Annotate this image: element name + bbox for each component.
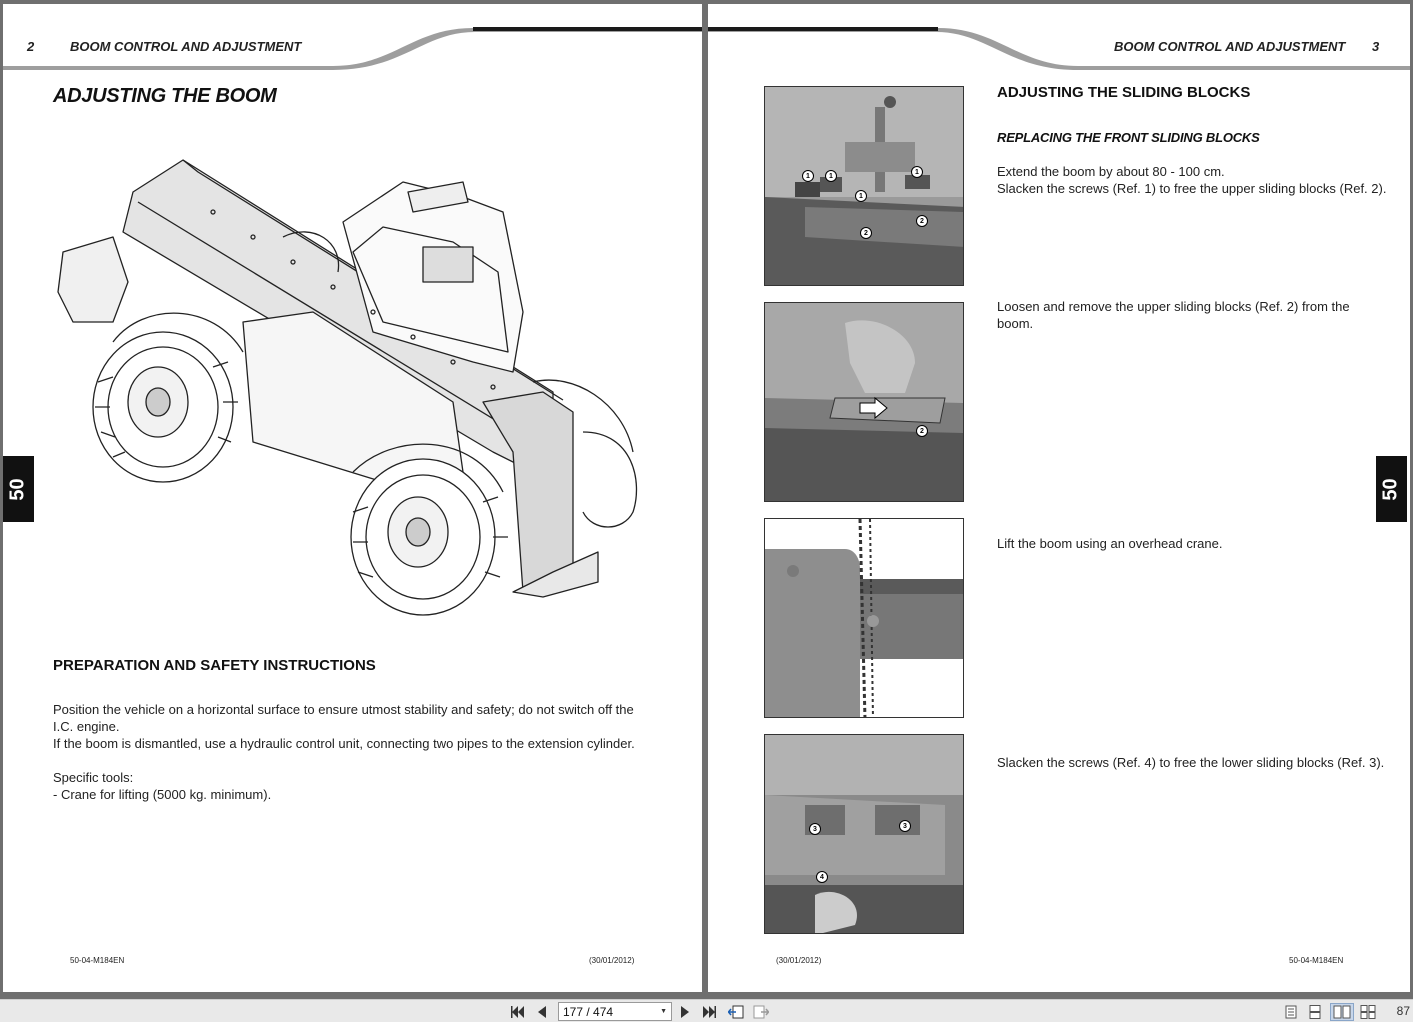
footer-date: (30/01/2012) [589,956,635,965]
forward-view-icon[interactable] [752,1003,770,1021]
header-page-number: 3 [1372,39,1380,54]
section-subheading: REPLACING THE FRONT SLIDING BLOCKS [997,130,1260,145]
zoom-level[interactable]: 87 [1396,1004,1410,1018]
instruction-line-3: If the boom is dismantled, use a hydraulic control unit, connecting two pipes to the extension cylinder. [53,736,635,751]
back-view-icon[interactable] [727,1003,745,1021]
tools-item: - Crane for lifting (5000 kg. minimum). [53,787,272,802]
chapter-tab [1376,456,1407,522]
chapter-tab [3,456,34,522]
callout: 3 [899,820,911,832]
photo-3-image [765,519,964,718]
tools-label: Specific tools: [53,770,134,785]
two-page-icon[interactable] [1330,1003,1354,1021]
callout: 2 [916,215,928,227]
page-indicator: 177 / 474 [563,1004,614,1019]
page-title: ADJUSTING THE BOOM [53,85,277,107]
right-page [708,4,1410,992]
callout: 1 [802,170,814,182]
photo-screws-lower [764,734,964,934]
header-title: BOOM CONTROL AND ADJUSTMENT [70,39,302,54]
step-1-line-2: Slacken the screws (Ref. 1) to free the upper sliding blocks (Ref. 2). [997,181,1387,196]
header-title: BOOM CONTROL AND ADJUSTMENT [1114,39,1346,54]
telehandler-illustration [53,152,653,622]
callout: 4 [816,871,828,883]
photo-4-image [765,735,964,934]
step-2-line-2: boom. [997,316,1034,331]
single-page-icon[interactable] [1283,1003,1299,1021]
page-number-input[interactable] [558,1002,672,1021]
continuous-icon[interactable] [1307,1003,1323,1021]
first-page-icon[interactable] [510,1003,526,1021]
photo-1-image [765,87,964,286]
callout: 3 [809,823,821,835]
header-page-number: 2 [27,39,35,54]
step-3: Lift the boom using an overhead crane. [997,536,1223,551]
viewer-toolbar [0,999,1413,1022]
footer-code: 50-04-M184EN [1289,956,1344,965]
prev-page-icon[interactable] [535,1003,549,1021]
left-page [3,4,702,992]
two-page-continuous-icon[interactable] [1359,1003,1377,1021]
section-title: PREPARATION AND SAFETY INSTRUCTIONS [53,657,376,674]
chapter-tab-number: 50 [7,477,29,501]
last-page-icon[interactable] [701,1003,717,1021]
section-heading: ADJUSTING THE SLIDING BLOCKS [997,84,1251,101]
step-2-line-1: Loosen and remove the upper sliding blocks (Ref. 2) from the [997,299,1350,314]
photo-screws-upper [764,86,964,286]
photo-2-image [765,303,964,502]
step-4: Slacken the screws (Ref. 4) to free the lower sliding blocks (Ref. 3). [997,755,1385,770]
footer-code: 50-04-M184EN [70,956,125,965]
step-1-line-1: Extend the boom by about 80 - 100 cm. [997,164,1225,179]
chapter-tab-number: 50 [1380,477,1402,501]
photo-remove-blocks [764,302,964,502]
chevron-down-icon[interactable]: ▼ [660,1008,667,1015]
callout: 2 [916,425,928,437]
footer-date: (30/01/2012) [776,956,822,965]
callout: 2 [860,227,872,239]
callout: 1 [825,170,837,182]
photo-overhead-crane [764,518,964,718]
callout: 1 [911,166,923,178]
instruction-line-1: Position the vehicle on a horizontal surface to ensure utmost stability and safety; do not switch off the [53,702,634,717]
next-page-icon[interactable] [678,1003,692,1021]
callout: 1 [855,190,867,202]
instruction-line-2: I.C. engine. [53,719,120,734]
